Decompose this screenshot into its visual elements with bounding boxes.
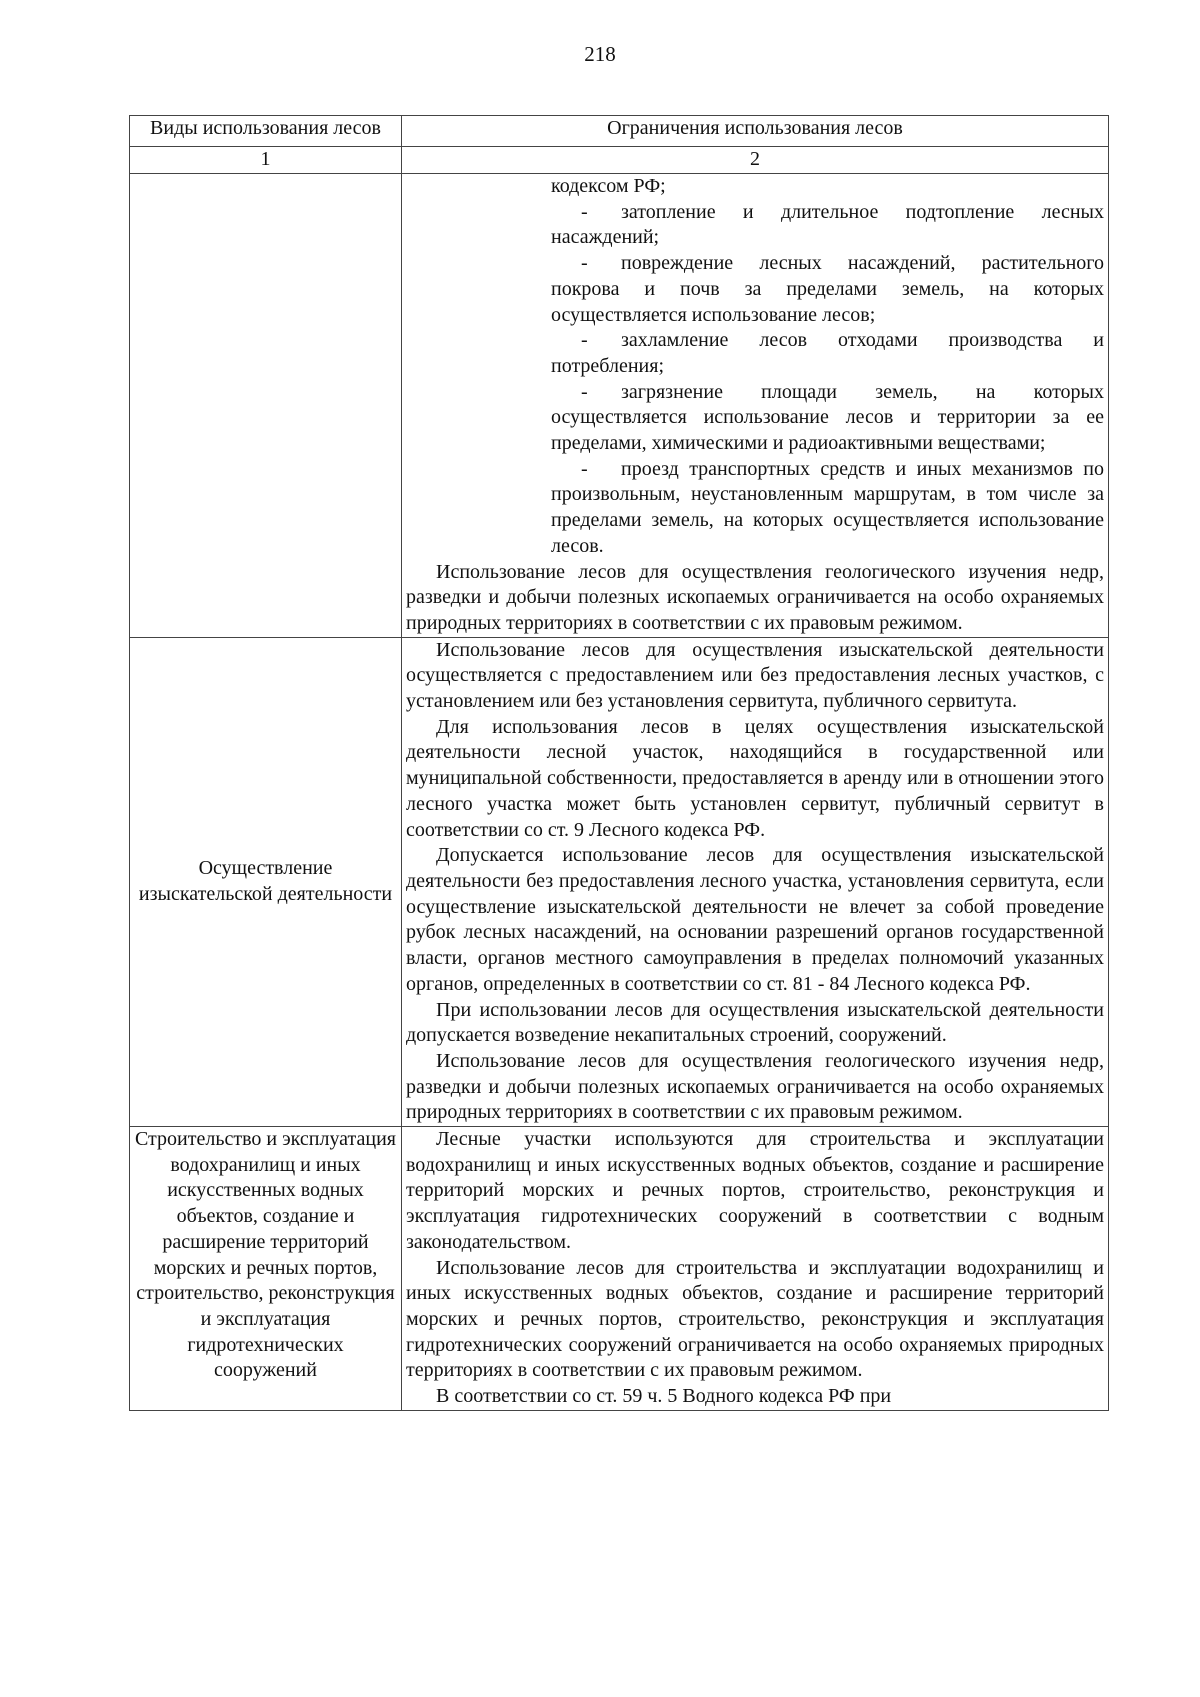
continuation-line: кодексом РФ;	[551, 175, 666, 197]
table-row	[130, 1127, 1109, 1411]
dash-marker: -	[581, 200, 588, 223]
paragraph: Лесные участки используются для строительства и эксплуатации водохранилищ и иных искусственных водных объектов, создание и расширение территорий морских и речных портов, строительство, реконструкция и эксплуатация гидротехнических сооружений в соответствии с водным законодательством.	[406, 1128, 1104, 1253]
paragraph: Допускается использование лесов для осуществления изыскательской деятельности без предоставления лесного участка, установления сервитута, если осуществление изыскательской деятельности не влечет за собой проведение рубок лесных насаждений, на основании разрешений органов государственной власти, органов местного самоуправления в пределах полномочий указанных органов, определенных в соответствии со ст. 81 - 84 Лесного кодекса РФ.	[406, 844, 1104, 995]
list-item-text: захламление лесов отходами производства и потребления;	[551, 329, 1104, 377]
list-item	[551, 328, 1104, 379]
header-cell-restrictions: Ограничения использования лесов	[402, 116, 1109, 147]
dash-marker: -	[581, 329, 588, 352]
list-item-text: проезд транспортных средств и иных механизмов по произвольным, неустановленным маршрутам, в том числе за пределами земель, на которых осуществляется использование лесов.	[551, 457, 1104, 557]
column-number-1: 1	[130, 147, 402, 174]
page-number: 218	[584, 42, 616, 66]
list-item-text: затопление и длительное подтопление лесных насаждений;	[551, 200, 1104, 249]
paragraph: Использование лесов для осуществления геологического изучения недр, разведки и добычи полезных ископаемых ограничивается на особо охраняемых природных территориях в соответствии с их правовым режимом.	[406, 1049, 1104, 1124]
table-header-row	[130, 116, 1109, 147]
list-item-text: повреждение лесных насаждений, растительного покрова и почв за пределами земель, на которых осуществляется использование лесов;	[551, 252, 1104, 326]
row1-use-type-cell	[130, 174, 402, 638]
paragraph: Использование лесов для осуществления геологического изучения недр, разведки и добычи полезных ископаемых ограничивается на особо охраняемых природных территориях в соответствии с их правовым режимом.	[406, 560, 1104, 634]
paragraph: При использовании лесов для осуществления изыскательской деятельности допускается возведение некапитальных строений, сооружений.	[406, 998, 1104, 1047]
list-item	[551, 380, 1104, 457]
table-row	[130, 637, 1109, 1126]
paragraph: Для использования лесов в целях осуществления изыскательской деятельности лесной участок, находящийся в государственной или муниципальной собственности, предоставляется в аренду или в отношении этого лесного участка может быть установлен сервитут, публичный сервитут в соответствии со ст. 9 Лесного кодекса РФ.	[406, 715, 1104, 841]
dash-marker: -	[581, 457, 588, 480]
list-item	[551, 457, 1104, 560]
table-row	[130, 174, 1109, 638]
row2-restrictions-cell	[402, 637, 1109, 1126]
row3-use-type-cell: Строительство и эксплуатация водохранилищ и иных искусственных водных объектов, создание и расширение территорий морских и речных портов, строительство, реконструкция и эксплуатация гидротехнических сооружений	[130, 1127, 402, 1411]
list-item-text: загрязнение площади земель, на которых осуществляется использование лесов и территории за ее пределами, химическими и радиоактивными веществами;	[551, 380, 1104, 455]
paragraph: Использование лесов для строительства и эксплуатации водохранилищ и иных искусственных водных объектов, создание и расширение территорий морских и речных портов, строительство, реконструкция и эксплуатация гидротехнических сооружений ограничивается на особо охраняемых природных территориях в соответствии с их правовым режимом.	[406, 1256, 1104, 1382]
dash-marker: -	[581, 380, 588, 403]
row2-use-type-cell: Осуществление изыскательской деятельности	[130, 637, 402, 1126]
column-number-2: 2	[402, 147, 1109, 174]
dash-marker: -	[581, 252, 588, 275]
paragraph: В соответствии со ст. 59 ч. 5 Водного кодекса РФ при	[436, 1385, 892, 1408]
paragraph: Использование лесов для осуществления изыскательской деятельности осуществляется с предоставлением или без предоставления лесных участков, с установлением или без установления сервитута, публичного сервитута.	[406, 638, 1104, 713]
list-item	[551, 251, 1104, 328]
header-cell-use-types: Виды использования лесов	[130, 116, 402, 147]
list-item	[551, 200, 1104, 251]
row3-restrictions-cell	[402, 1127, 1109, 1411]
dash-list	[551, 174, 1104, 560]
column-number-row	[130, 147, 1109, 174]
row1-restrictions-cell	[402, 174, 1109, 638]
forest-use-table	[129, 115, 1109, 1411]
